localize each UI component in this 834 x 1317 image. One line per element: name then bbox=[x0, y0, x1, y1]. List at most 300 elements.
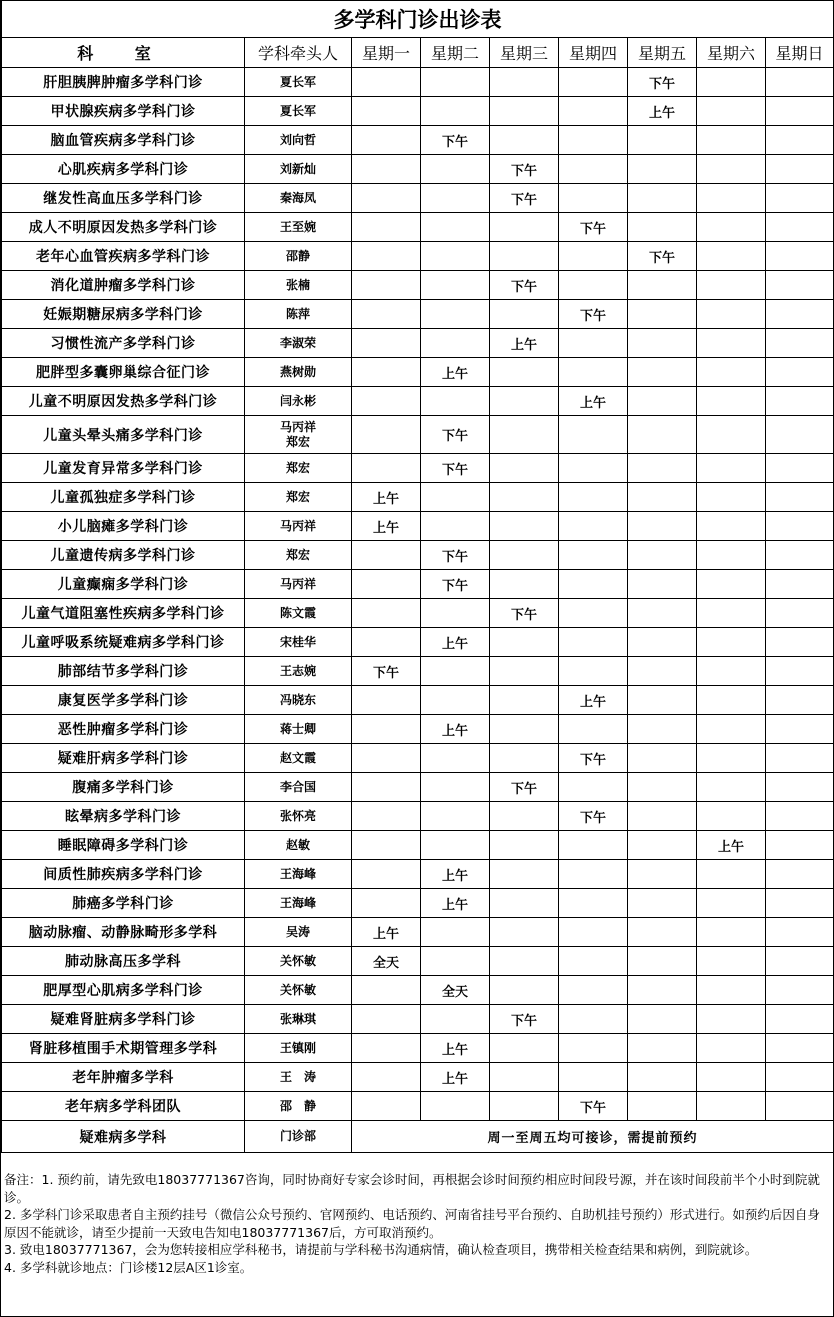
schedule-slot bbox=[559, 657, 628, 686]
header-lead: 学科牵头人 bbox=[245, 38, 352, 68]
schedule-slot bbox=[697, 1005, 766, 1034]
schedule-slot: 上午 bbox=[421, 628, 490, 657]
schedule-slot bbox=[697, 773, 766, 802]
schedule-slot: 上午 bbox=[421, 715, 490, 744]
schedule-slot bbox=[421, 387, 490, 416]
schedule-slot bbox=[490, 686, 559, 715]
schedule-slot bbox=[766, 1005, 834, 1034]
schedule-slot bbox=[559, 599, 628, 628]
schedule-slot bbox=[421, 155, 490, 184]
department-name: 继发性高血压多学科门诊 bbox=[2, 184, 245, 213]
schedule-slot bbox=[490, 1034, 559, 1063]
schedule-slot: 下午 bbox=[559, 1092, 628, 1121]
department-name: 甲状腺疾病多学科门诊 bbox=[2, 97, 245, 126]
department-name: 儿童发育异常多学科门诊 bbox=[2, 454, 245, 483]
schedule-slot: 上午 bbox=[352, 483, 421, 512]
lead-name: 马丙祥 bbox=[245, 570, 352, 599]
schedule-slot bbox=[490, 570, 559, 599]
department-name: 肝胆胰脾肿瘤多学科门诊 bbox=[2, 68, 245, 97]
schedule-slot bbox=[628, 831, 697, 860]
schedule-slot bbox=[697, 715, 766, 744]
schedule-slot: 下午 bbox=[559, 213, 628, 242]
table-row bbox=[2, 97, 834, 126]
schedule-slot bbox=[697, 68, 766, 97]
department-name: 儿童气道阻塞性疾病多学科门诊 bbox=[2, 599, 245, 628]
schedule-slot bbox=[766, 68, 834, 97]
schedule-slot bbox=[697, 686, 766, 715]
department-name: 儿童孤独症多学科门诊 bbox=[2, 483, 245, 512]
schedule-slot bbox=[559, 184, 628, 213]
lead-name: 刘新灿 bbox=[245, 155, 352, 184]
header-row bbox=[2, 38, 834, 68]
schedule-slot bbox=[352, 715, 421, 744]
schedule-slot bbox=[421, 512, 490, 541]
schedule-slot bbox=[352, 686, 421, 715]
schedule-slot bbox=[490, 947, 559, 976]
schedule-slot bbox=[352, 271, 421, 300]
lead-name: 秦海凤 bbox=[245, 184, 352, 213]
department-name: 消化道肿瘤多学科门诊 bbox=[2, 271, 245, 300]
schedule-slot bbox=[628, 686, 697, 715]
schedule-slot: 下午 bbox=[490, 184, 559, 213]
schedule-slot bbox=[766, 358, 834, 387]
schedule-slot: 下午 bbox=[559, 802, 628, 831]
schedule-slot: 上午 bbox=[697, 831, 766, 860]
schedule-slot bbox=[352, 599, 421, 628]
schedule-slot bbox=[421, 802, 490, 831]
schedule-slot bbox=[628, 387, 697, 416]
schedule-slot bbox=[766, 860, 834, 889]
lead-name: 王海峰 bbox=[245, 889, 352, 918]
table-row bbox=[2, 657, 834, 686]
lead-name: 夏长军 bbox=[245, 68, 352, 97]
table-row bbox=[2, 744, 834, 773]
schedule-slot bbox=[628, 976, 697, 1005]
lead-name: 郑宏 bbox=[245, 483, 352, 512]
table-row bbox=[2, 1092, 834, 1121]
schedule-slot bbox=[697, 358, 766, 387]
table-row bbox=[2, 155, 834, 184]
schedule-slot bbox=[490, 657, 559, 686]
schedule-slot bbox=[559, 831, 628, 860]
schedule-slot bbox=[490, 715, 559, 744]
lead-name: 蒋士卿 bbox=[245, 715, 352, 744]
schedule-slot bbox=[697, 213, 766, 242]
schedule-slot bbox=[628, 802, 697, 831]
schedule-slot bbox=[559, 242, 628, 271]
schedule-slot bbox=[352, 1063, 421, 1092]
header-saturday: 星期六 bbox=[697, 38, 766, 68]
schedule-slot bbox=[490, 242, 559, 271]
schedule-slot bbox=[559, 918, 628, 947]
schedule-slot bbox=[352, 68, 421, 97]
note-3: 3. 致电18037771367，会为您转接相应学科秘书，请提前与学科秘书沟通病情，确认检查项目，携带相关检查结果和病例，到院就诊。 bbox=[4, 1242, 758, 1257]
schedule-slot bbox=[352, 184, 421, 213]
schedule-slot bbox=[352, 213, 421, 242]
schedule-slot bbox=[697, 1063, 766, 1092]
schedule-slot bbox=[766, 657, 834, 686]
table-row bbox=[2, 889, 834, 918]
schedule-slot bbox=[766, 628, 834, 657]
schedule-slot: 下午 bbox=[490, 1005, 559, 1034]
lead-name: 王至婉 bbox=[245, 213, 352, 242]
schedule-slot bbox=[766, 947, 834, 976]
schedule-slot: 下午 bbox=[421, 454, 490, 483]
schedule-slot bbox=[628, 358, 697, 387]
schedule-slot bbox=[628, 213, 697, 242]
schedule-slot: 下午 bbox=[628, 242, 697, 271]
schedule-slot bbox=[490, 483, 559, 512]
schedule-slot bbox=[352, 242, 421, 271]
department-name: 疑难病多学科 bbox=[2, 1121, 245, 1153]
lead-name-line: 马丙祥 bbox=[279, 419, 316, 434]
schedule-slot bbox=[559, 715, 628, 744]
schedule-slot bbox=[628, 599, 697, 628]
schedule-slot: 上午 bbox=[628, 97, 697, 126]
schedule-slot bbox=[352, 126, 421, 155]
schedule-slot bbox=[766, 184, 834, 213]
schedule-slot bbox=[766, 802, 834, 831]
schedule-slot bbox=[352, 860, 421, 889]
schedule-slot: 下午 bbox=[421, 570, 490, 599]
schedule-slot bbox=[421, 242, 490, 271]
table-row bbox=[2, 242, 834, 271]
schedule-slot bbox=[766, 1063, 834, 1092]
table-row bbox=[2, 628, 834, 657]
schedule-slot bbox=[628, 628, 697, 657]
schedule-slot bbox=[697, 483, 766, 512]
schedule-slot bbox=[559, 1005, 628, 1034]
note-2: 2. 多学科门诊采取患者自主预约挂号（微信公众号预约、官网预约、电话预约、河南省挂号平台预约、自助机挂号预约）形式进行。如预约后因自身原因不能就诊，请至少提前一天致电告知电18037771367后，方可取消预约。 bbox=[4, 1207, 820, 1240]
schedule-slot bbox=[559, 541, 628, 570]
schedule-slot: 下午 bbox=[490, 599, 559, 628]
schedule-slot: 上午 bbox=[421, 1034, 490, 1063]
schedule-slot: 下午 bbox=[628, 68, 697, 97]
schedule-slot bbox=[559, 358, 628, 387]
schedule-slot bbox=[766, 387, 834, 416]
schedule-slot bbox=[490, 918, 559, 947]
schedule-slot bbox=[421, 599, 490, 628]
lead-name: 关怀敏 bbox=[245, 976, 352, 1005]
schedule-slot bbox=[352, 541, 421, 570]
schedule-slot bbox=[766, 918, 834, 947]
department-name: 习惯性流产多学科门诊 bbox=[2, 329, 245, 358]
schedule-slot bbox=[421, 300, 490, 329]
schedule-slot bbox=[559, 454, 628, 483]
schedule-slot bbox=[490, 1092, 559, 1121]
schedule-slot bbox=[559, 976, 628, 1005]
schedule-slot bbox=[766, 126, 834, 155]
schedule-slot bbox=[559, 947, 628, 976]
lead-name: 刘向哲 bbox=[245, 126, 352, 155]
schedule-slot bbox=[490, 628, 559, 657]
schedule-slot bbox=[697, 512, 766, 541]
schedule-slot bbox=[628, 300, 697, 329]
department-name: 眩晕病多学科门诊 bbox=[2, 802, 245, 831]
schedule-slot bbox=[352, 97, 421, 126]
schedule-slot: 全天 bbox=[352, 947, 421, 976]
department-name: 脑动脉瘤、动静脉畸形多学科 bbox=[2, 918, 245, 947]
lead-name: 关怀敏 bbox=[245, 947, 352, 976]
department-name: 小儿脑瘫多学科门诊 bbox=[2, 512, 245, 541]
notes-section bbox=[1, 1153, 833, 1276]
schedule-slot bbox=[697, 387, 766, 416]
schedule-slot bbox=[766, 271, 834, 300]
table-row bbox=[2, 976, 834, 1005]
schedule-slot bbox=[352, 976, 421, 1005]
schedule-slot: 上午 bbox=[352, 512, 421, 541]
schedule-slot bbox=[352, 773, 421, 802]
schedule-slot bbox=[766, 1092, 834, 1121]
department-name: 儿童遗传病多学科门诊 bbox=[2, 541, 245, 570]
schedule-slot bbox=[628, 889, 697, 918]
schedule-slot bbox=[628, 1092, 697, 1121]
schedule-slot bbox=[697, 802, 766, 831]
schedule-slot bbox=[421, 213, 490, 242]
lead-name: 陈萍 bbox=[245, 300, 352, 329]
schedule-slot bbox=[490, 541, 559, 570]
lead-name: 邵静 bbox=[245, 242, 352, 271]
schedule-slot bbox=[697, 947, 766, 976]
schedule-slot bbox=[421, 97, 490, 126]
schedule-slot: 上午 bbox=[352, 918, 421, 947]
schedule-slot bbox=[490, 831, 559, 860]
schedule-slot bbox=[421, 184, 490, 213]
schedule-slot bbox=[352, 570, 421, 599]
table-row bbox=[2, 416, 834, 454]
schedule-slot bbox=[697, 889, 766, 918]
header-department: 科 室 bbox=[2, 38, 245, 68]
schedule-slot bbox=[628, 329, 697, 358]
department-name: 肺部结节多学科门诊 bbox=[2, 657, 245, 686]
department-name: 睡眠障碍多学科门诊 bbox=[2, 831, 245, 860]
schedule-slot bbox=[559, 628, 628, 657]
lead-name: 邵 静 bbox=[245, 1092, 352, 1121]
table-row-special bbox=[2, 1121, 834, 1153]
schedule-slot bbox=[697, 860, 766, 889]
schedule-slot: 下午 bbox=[490, 773, 559, 802]
table-row bbox=[2, 387, 834, 416]
schedule-slot bbox=[352, 329, 421, 358]
schedule-slot: 全天 bbox=[421, 976, 490, 1005]
table-row bbox=[2, 329, 834, 358]
schedule-slot bbox=[559, 416, 628, 454]
schedule-slot bbox=[697, 454, 766, 483]
schedule-slot bbox=[559, 889, 628, 918]
schedule-slot bbox=[559, 155, 628, 184]
schedule-slot bbox=[766, 599, 834, 628]
schedule-slot bbox=[421, 744, 490, 773]
department-name: 肾脏移植围手术期管理多学科 bbox=[2, 1034, 245, 1063]
schedule-slot bbox=[628, 483, 697, 512]
table-row bbox=[2, 918, 834, 947]
lead-name: 郑宏 bbox=[245, 454, 352, 483]
department-name: 肥厚型心肌病多学科门诊 bbox=[2, 976, 245, 1005]
schedule-slot bbox=[697, 657, 766, 686]
schedule-slot bbox=[766, 454, 834, 483]
schedule-slot bbox=[697, 155, 766, 184]
header-friday: 星期五 bbox=[628, 38, 697, 68]
schedule-slot bbox=[766, 213, 834, 242]
table-row bbox=[2, 773, 834, 802]
table-row bbox=[2, 1063, 834, 1092]
schedule-slot bbox=[352, 802, 421, 831]
header-tuesday: 星期二 bbox=[421, 38, 490, 68]
table-row bbox=[2, 947, 834, 976]
schedule-slot bbox=[697, 1092, 766, 1121]
table-row bbox=[2, 271, 834, 300]
department-name: 间质性肺疾病多学科门诊 bbox=[2, 860, 245, 889]
schedule-slot bbox=[628, 416, 697, 454]
department-name: 脑血管疾病多学科门诊 bbox=[2, 126, 245, 155]
lead-name: 赵敏 bbox=[245, 831, 352, 860]
schedule-slot bbox=[628, 715, 697, 744]
lead-name: 宋桂华 bbox=[245, 628, 352, 657]
schedule-slot bbox=[559, 1063, 628, 1092]
schedule-slot bbox=[490, 1063, 559, 1092]
table-row bbox=[2, 570, 834, 599]
schedule-slot bbox=[697, 126, 766, 155]
schedule-slot bbox=[628, 947, 697, 976]
lead-name: 李合国 bbox=[245, 773, 352, 802]
schedule-slot bbox=[559, 1034, 628, 1063]
lead-name: 张琳琪 bbox=[245, 1005, 352, 1034]
lead-name: 马丙祥 bbox=[245, 512, 352, 541]
schedule-slot bbox=[628, 918, 697, 947]
table-row bbox=[2, 512, 834, 541]
schedule-slot bbox=[352, 1005, 421, 1034]
schedule-slot bbox=[490, 300, 559, 329]
schedule-slot bbox=[697, 329, 766, 358]
table-row bbox=[2, 454, 834, 483]
schedule-slot bbox=[421, 483, 490, 512]
table-row bbox=[2, 860, 834, 889]
schedule-slot bbox=[697, 184, 766, 213]
schedule-slot bbox=[559, 483, 628, 512]
lead-name: 张怀亮 bbox=[245, 802, 352, 831]
schedule-slot bbox=[421, 68, 490, 97]
schedule-slot bbox=[559, 329, 628, 358]
schedule-slot bbox=[421, 329, 490, 358]
schedule-slot bbox=[697, 570, 766, 599]
table-row bbox=[2, 184, 834, 213]
lead-name-line: 郑宏 bbox=[285, 434, 310, 449]
schedule-slot bbox=[766, 329, 834, 358]
schedule-slot bbox=[697, 242, 766, 271]
department-name: 儿童头晕头痛多学科门诊 bbox=[2, 416, 245, 454]
schedule-slot bbox=[352, 628, 421, 657]
department-name: 肺癌多学科门诊 bbox=[2, 889, 245, 918]
header-thursday: 星期四 bbox=[559, 38, 628, 68]
department-name: 肥胖型多囊卵巢综合征门诊 bbox=[2, 358, 245, 387]
schedule-slot bbox=[559, 860, 628, 889]
lead-name: 闫永彬 bbox=[245, 387, 352, 416]
schedule-slot bbox=[628, 541, 697, 570]
schedule-slot bbox=[697, 416, 766, 454]
schedule-slot bbox=[766, 416, 834, 454]
table-row bbox=[2, 68, 834, 97]
schedule-slot: 下午 bbox=[559, 300, 628, 329]
schedule-slot bbox=[766, 715, 834, 744]
table-row bbox=[2, 686, 834, 715]
table-row bbox=[2, 541, 834, 570]
schedule-slot bbox=[766, 155, 834, 184]
schedule-slot bbox=[490, 358, 559, 387]
schedule-table bbox=[1, 1, 834, 1153]
schedule-slot bbox=[352, 387, 421, 416]
schedule-slot bbox=[490, 889, 559, 918]
schedule-slot bbox=[628, 1063, 697, 1092]
schedule-slot bbox=[697, 976, 766, 1005]
schedule-slot bbox=[490, 512, 559, 541]
schedule-slot bbox=[697, 271, 766, 300]
schedule-slot bbox=[628, 773, 697, 802]
lead-name: 赵文霞 bbox=[245, 744, 352, 773]
schedule-slot bbox=[766, 97, 834, 126]
schedule-slot bbox=[421, 1092, 490, 1121]
table-row bbox=[2, 599, 834, 628]
schedule-slot bbox=[628, 570, 697, 599]
department-name: 肺动脉高压多学科 bbox=[2, 947, 245, 976]
schedule-slot bbox=[559, 512, 628, 541]
schedule-slot bbox=[559, 271, 628, 300]
schedule-slot bbox=[766, 744, 834, 773]
lead-name: 王海峰 bbox=[245, 860, 352, 889]
schedule-slot bbox=[697, 97, 766, 126]
schedule-slot bbox=[766, 1034, 834, 1063]
schedule-slot bbox=[421, 686, 490, 715]
schedule-slot bbox=[352, 889, 421, 918]
lead-name: 郑宏 bbox=[245, 541, 352, 570]
schedule-slot bbox=[352, 454, 421, 483]
header-sunday: 星期日 bbox=[766, 38, 834, 68]
header-wednesday: 星期三 bbox=[490, 38, 559, 68]
schedule-note: 周一至周五均可接诊，需提前预约 bbox=[352, 1121, 834, 1153]
schedule-slot bbox=[352, 155, 421, 184]
schedule-slot bbox=[766, 483, 834, 512]
department-name: 腹痛多学科门诊 bbox=[2, 773, 245, 802]
schedule-slot bbox=[628, 454, 697, 483]
department-name: 疑难肝病多学科门诊 bbox=[2, 744, 245, 773]
schedule-slot bbox=[559, 773, 628, 802]
schedule-slot bbox=[628, 1034, 697, 1063]
lead-name: 王镇刚 bbox=[245, 1034, 352, 1063]
table-row bbox=[2, 300, 834, 329]
department-name: 妊娠期糖尿病多学科门诊 bbox=[2, 300, 245, 329]
department-name: 儿童不明原因发热多学科门诊 bbox=[2, 387, 245, 416]
lead-name: 李淑荣 bbox=[245, 329, 352, 358]
schedule-slot bbox=[628, 155, 697, 184]
schedule-slot: 下午 bbox=[421, 126, 490, 155]
schedule-slot bbox=[559, 126, 628, 155]
schedule-slot bbox=[421, 947, 490, 976]
table-row bbox=[2, 1005, 834, 1034]
department-name: 恶性肿瘤多学科门诊 bbox=[2, 715, 245, 744]
schedule-slot bbox=[490, 213, 559, 242]
schedule-slot bbox=[490, 454, 559, 483]
note-1: 备注：1. 预约前，请先致电18037771367咨询，同时协商好专家会诊时间，再根据会诊时间预约相应时间段号源，并在该时间段前半个小时到院就诊。 bbox=[4, 1172, 820, 1205]
schedule-slot bbox=[352, 358, 421, 387]
schedule-slot bbox=[421, 918, 490, 947]
department-name: 心肌疾病多学科门诊 bbox=[2, 155, 245, 184]
schedule-slot bbox=[559, 68, 628, 97]
schedule-slot: 上午 bbox=[421, 889, 490, 918]
schedule-slot bbox=[490, 976, 559, 1005]
schedule-slot: 上午 bbox=[421, 358, 490, 387]
lead-name: 夏长军 bbox=[245, 97, 352, 126]
schedule-slot: 上午 bbox=[421, 1063, 490, 1092]
schedule-slot bbox=[352, 1092, 421, 1121]
